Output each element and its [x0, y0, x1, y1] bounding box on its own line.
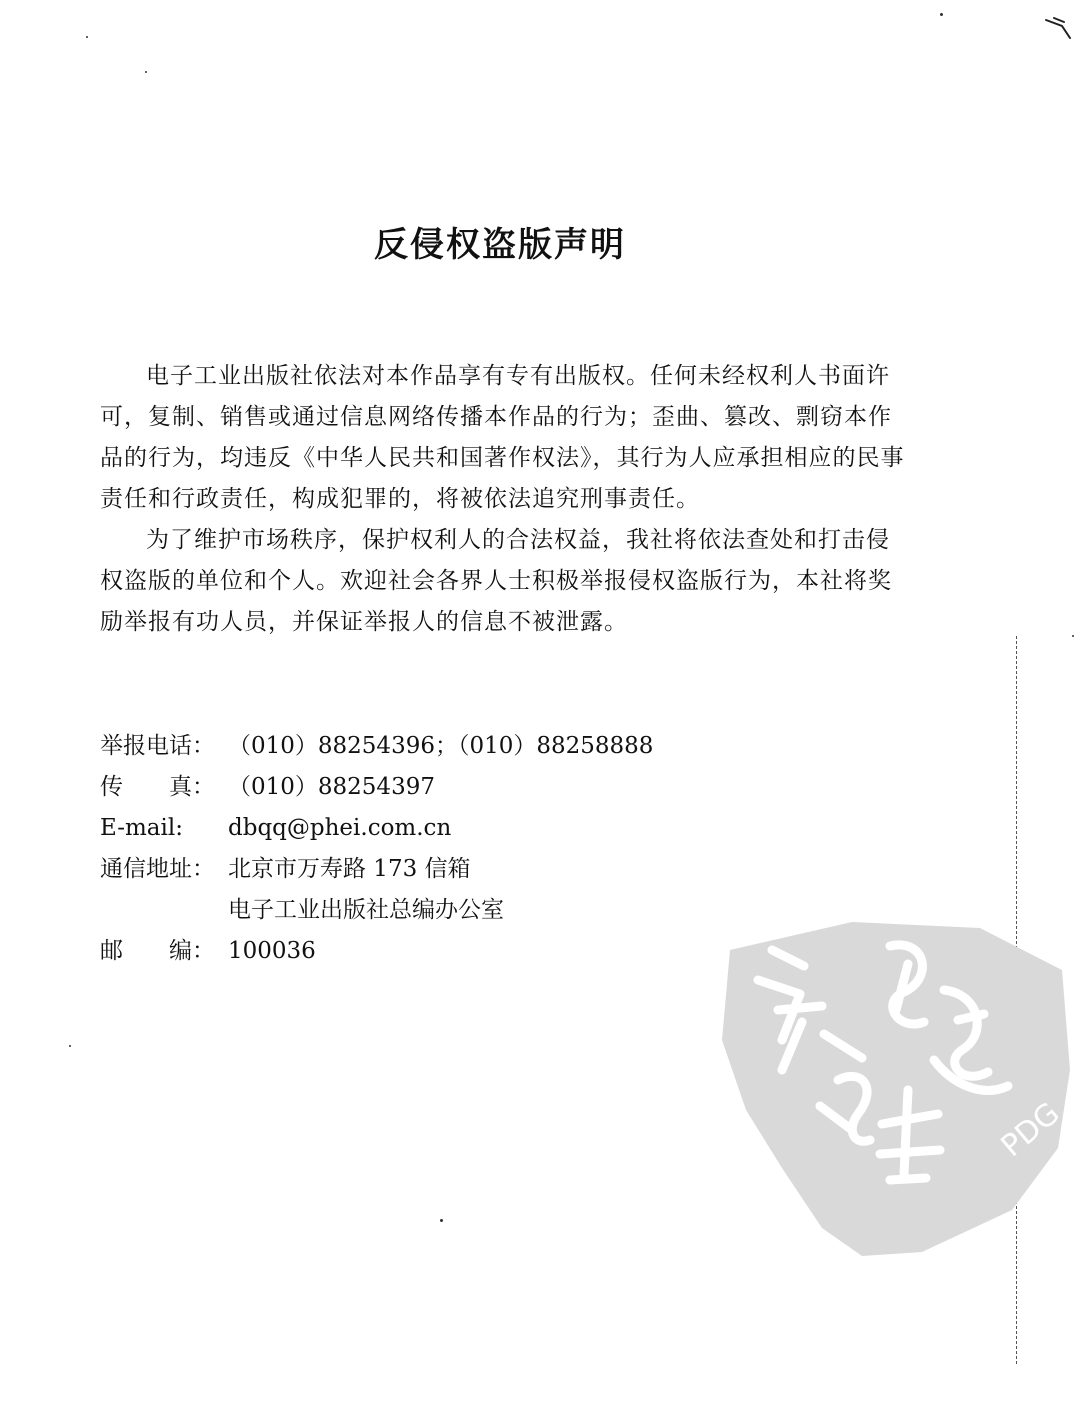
address-row	[100, 849, 653, 890]
address-label-spacer	[100, 890, 228, 931]
postcode-value: 100036	[228, 938, 316, 964]
scan-corner-mark-icon	[1044, 12, 1074, 42]
address-row-2	[100, 890, 653, 931]
fax-label: 传 真：	[100, 774, 215, 800]
address-label: 通信地址：	[100, 856, 215, 882]
scan-speck	[86, 36, 88, 38]
watermark-seal-icon	[712, 910, 1076, 1260]
seal-text: PDG	[994, 1095, 1067, 1165]
email-row	[100, 808, 653, 849]
address-line-2: 电子工业出版社总编办公室	[228, 897, 504, 923]
phone-value: （010）88254396；（010）88258888	[228, 733, 654, 759]
phone-row	[100, 726, 653, 767]
postcode-label: 邮 编：	[100, 938, 215, 964]
fax-value: （010）88254397	[228, 774, 435, 800]
scan-speck	[1072, 635, 1074, 637]
scan-speck	[69, 1045, 71, 1047]
fax-row	[100, 767, 653, 808]
phone-label: 举报电话：	[100, 733, 215, 759]
contact-block	[100, 726, 653, 972]
postcode-row	[100, 931, 653, 972]
scan-speck	[145, 71, 147, 73]
statement-paragraph-2: 为了维护市场秩序，保护权利人的合法权益，我社将依法查处和打击侵权盗版的单位和个人。欢迎社会各界人士积极举报侵权盗版行为，本社将奖励举报有功人员，并保证举报人的信息不被泄露。	[100, 527, 892, 635]
scan-speck	[440, 1219, 443, 1222]
statement-paragraph-1: 电子工业出版社依法对本作品享有专有出版权。任何未经权利人书面许可，复制、销售或通过信息网络传播本作品的行为；歪曲、篡改、剽窃本作品的行为，均违反《中华人民共和国著作权法》，其行为人应承担相应的民事责任和行政责任，构成犯罪的，将被依法追究刑事责任。	[100, 363, 905, 512]
scan-speck	[940, 13, 943, 16]
email-value: dbqq@phei.com.cn	[228, 815, 452, 841]
statement-body	[100, 356, 906, 643]
email-label: E-mail:	[100, 815, 183, 841]
page-title: 反侵权盗版声明	[374, 224, 626, 265]
address-line-1: 北京市万寿路 173 信箱	[228, 856, 471, 882]
